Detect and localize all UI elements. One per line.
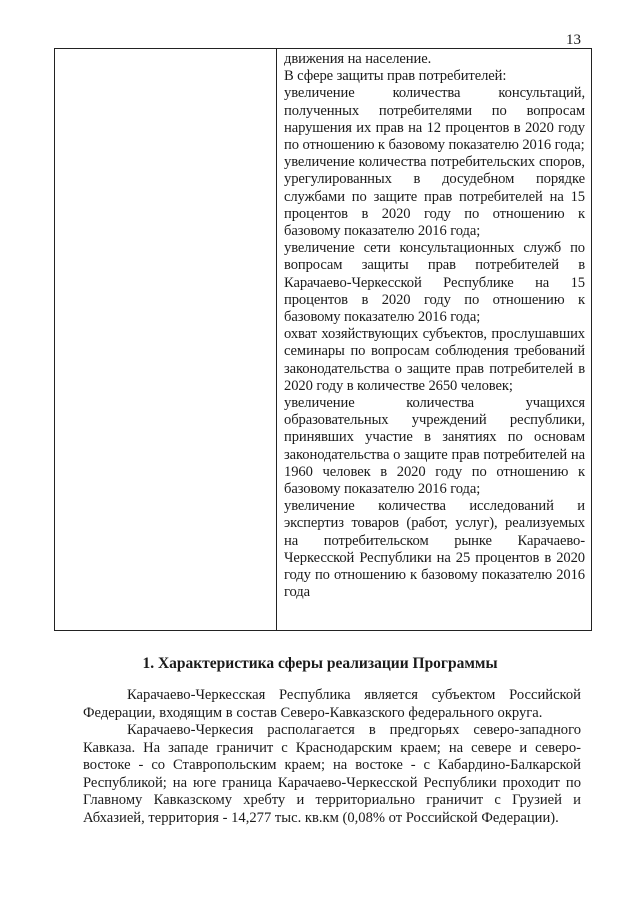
body-paragraph: Карачаево-Черкесия располагается в предгорьях северо-западного Кавказа. На западе граничит с Краснодарским краем; на севере и северо-востоке - со Ставропольским краем; на востоке - с Кабардино-Балкарской Республикой; на юге граница Карачаево-Черкесской Республики проходит по Главному Кавказскому хребту и территориально граничит с Грузией и Абхазией, территория - 14,277 тыс. кв.км (0,08% от Российской Федерации).	[83, 722, 581, 826]
page-number: 13	[566, 32, 581, 48]
table-paragraph: охват хозяйствующих субъектов, прослушавших семинары по вопросам соблюдения требований законодательства о защите прав потребителей в 2020 году в количестве 2650 человек;	[284, 326, 585, 394]
table-row	[55, 49, 592, 631]
table-paragraph: движения на население.	[284, 51, 432, 67]
table-cell-right	[277, 49, 592, 631]
body-paragraph: Карачаево-Черкесская Республика является субъектом Российской Федерации, входящим в состав Северо-Кавказского федерального округа.	[83, 687, 581, 721]
program-table	[54, 48, 592, 631]
table-paragraph: В сфере защиты прав потребителей:	[284, 68, 507, 85]
table-paragraph: увеличение сети консультационных служб по вопросам защиты прав потребителей в Карачаево-Черкесской Республике на 15 процентов в 2020 году по отношению к базовому показателю 2016 года;	[284, 240, 585, 326]
section-body	[83, 687, 581, 827]
table-paragraph: увеличение количества консультаций, полученных потребителями по вопросам нарушения их прав на 12 процентов в 2020 году по отношению к базовому показателю 2016 года;	[284, 85, 585, 154]
table-paragraph: увеличение количества исследований и экспертиз товаров (работ, услуг), реализуемых на потребительском рынке Карачаево-Черкесской Республики на 25 процентов в 2020 году по отношению к базовому показателю 2016 года	[284, 498, 585, 601]
table-paragraph: увеличение количества учащихся образовательных учреждений республики, принявших участие в занятиях по основам законодательства о защите прав потребителей на 1960 человек в 2020 году по отношению к базовому показателю 2016 года;	[284, 395, 585, 498]
table-paragraph: увеличение количества потребительских споров, урегулированных в досудебном порядке службами по защите прав потребителей на 15 процентов в 2020 году по отношению к базовому показателю 2016 года;	[284, 154, 585, 240]
table-cell-left	[55, 49, 277, 631]
section-heading: 1. Характеристика сферы реализации Программы	[142, 655, 498, 672]
